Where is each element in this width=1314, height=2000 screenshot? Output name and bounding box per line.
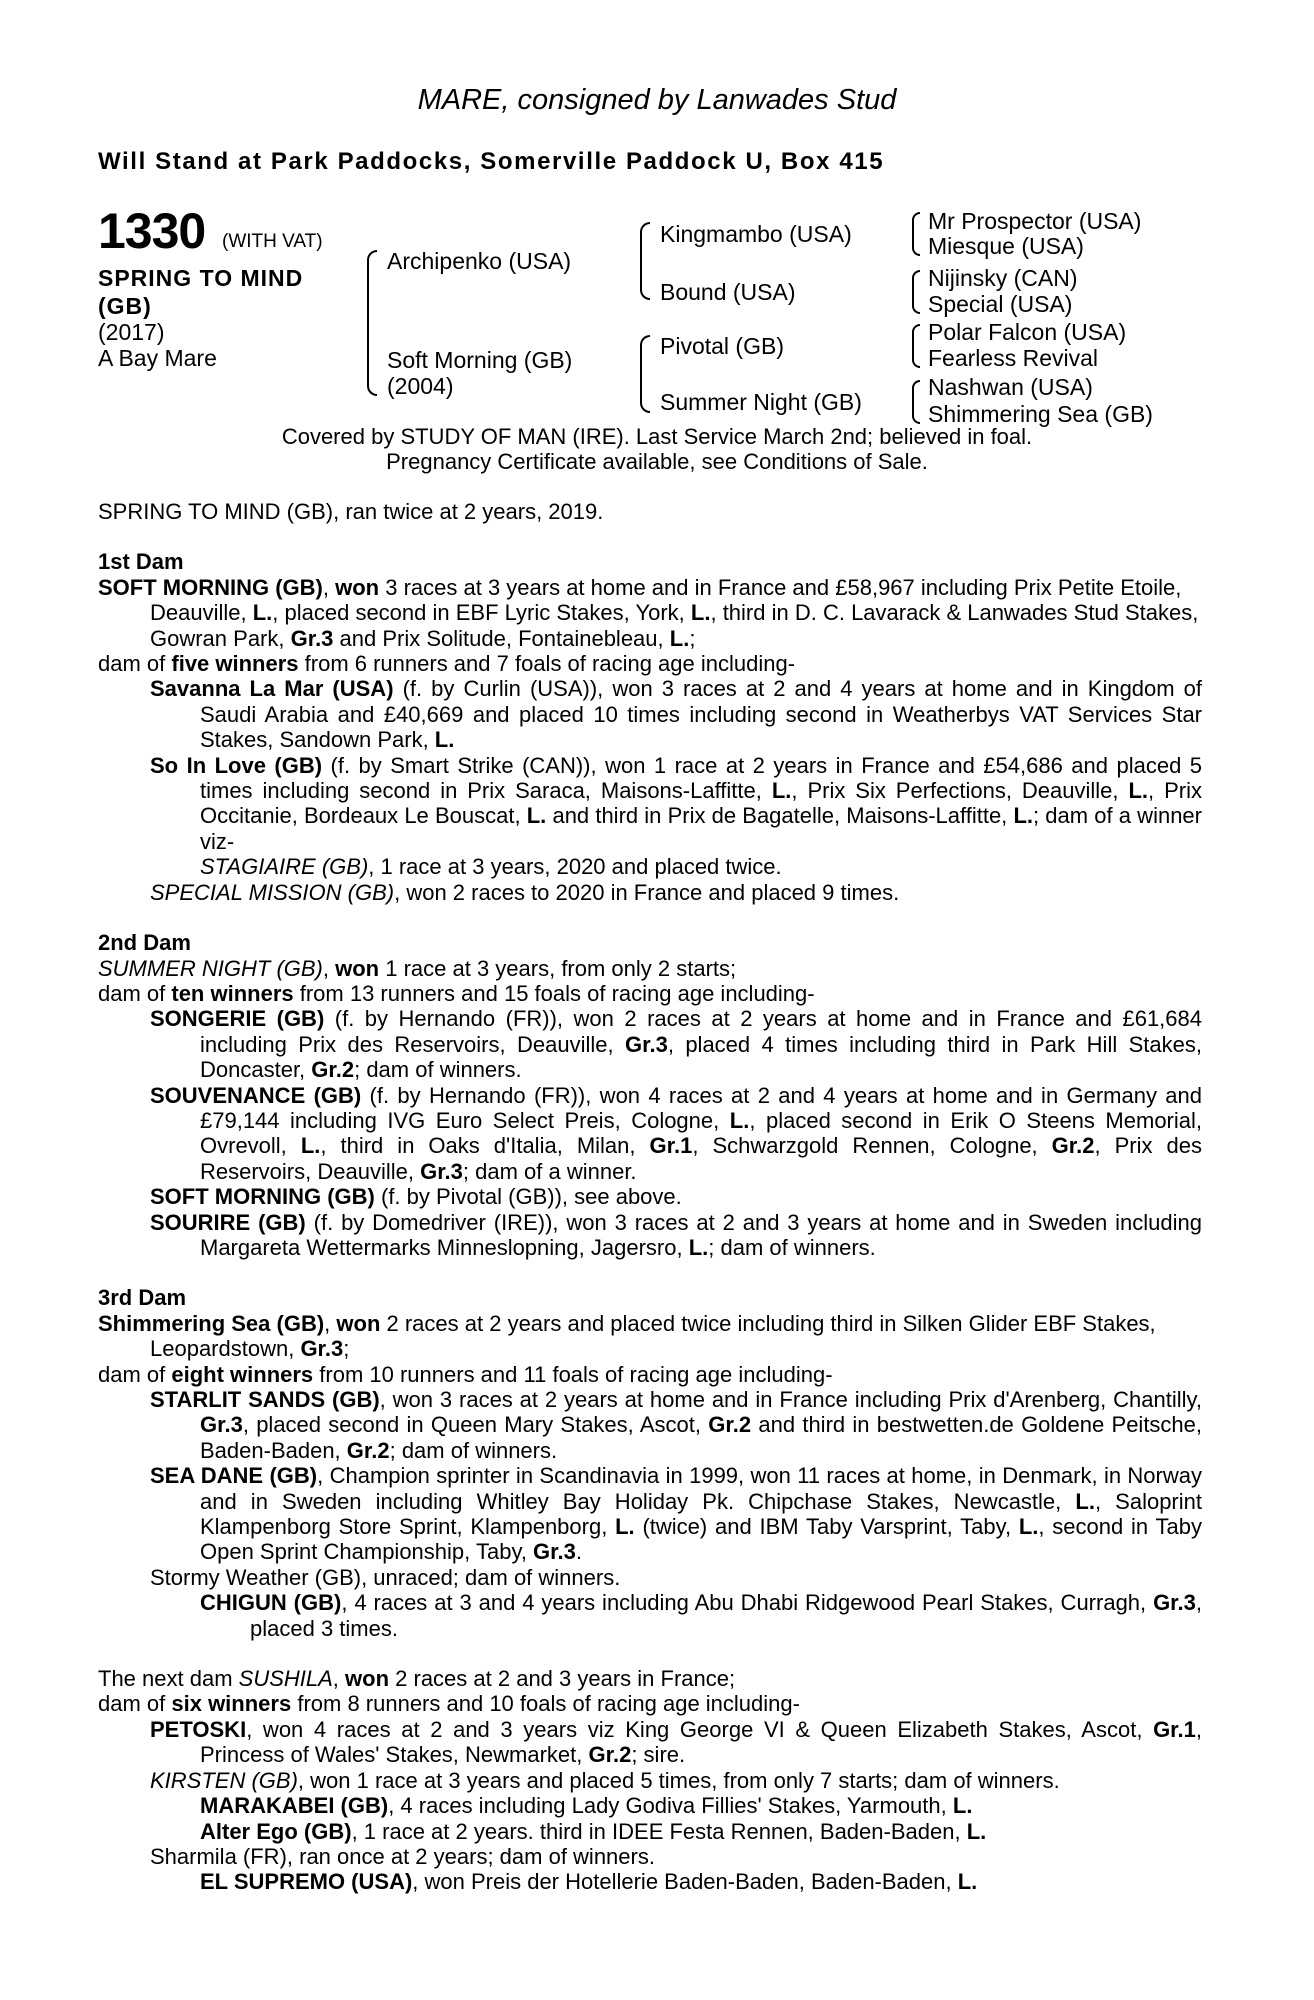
pedigree-brace-main xyxy=(367,250,377,396)
pedigree-brace-ggp2 xyxy=(912,270,920,314)
dam-record xyxy=(98,956,1202,981)
bold-text: Gr.3 xyxy=(300,1336,344,1362)
bold-text: Gr.1 xyxy=(649,1133,693,1159)
bold-text: L. xyxy=(1013,803,1034,829)
race-record-intro: SPRING TO MIND (GB), ran twice at 2 years, 2019. xyxy=(98,499,604,524)
pedigree-ggp: Mr Prospector (USA) xyxy=(928,208,1142,234)
bold-text: L. xyxy=(688,1234,709,1260)
pedigree-brace-ggp1 xyxy=(912,212,920,256)
text-run: 2 races at 2 years and placed twice including third in Silken Glider EBF Stakes, Leopardstown, xyxy=(150,1310,1156,1362)
produce-entry xyxy=(98,1819,1202,1844)
text-run: , xyxy=(322,955,336,981)
bold-text: Gr.2 xyxy=(346,1437,390,1463)
bold-text: EL SUPREMO (USA) xyxy=(200,1869,413,1895)
bold-text: L. xyxy=(729,1107,750,1133)
produce-entry xyxy=(98,676,1202,752)
text-run: , won 1 race at 3 years and placed 5 times, from only 7 starts; dam of winners. xyxy=(297,1767,1060,1793)
pedigree-sire: Archipenko (USA) xyxy=(387,248,572,274)
text-run: , Champion sprinter in Scandinavia in 1999, won 11 races at home, in Denmark, in Norway and in Sweden including Whitley Bay Holiday Pk. Chipchase Stakes, Newcastle, xyxy=(200,1463,1202,1514)
produce-list xyxy=(98,1387,1202,1641)
bold-text: Gr.3 xyxy=(290,625,334,651)
text-run: , xyxy=(324,1310,337,1336)
covering-note xyxy=(0,424,1314,474)
produce-entry xyxy=(98,1565,1202,1590)
text-run: , xyxy=(322,574,336,600)
bold-text: ten winners xyxy=(171,980,294,1006)
text-run: , won 3 races at 2 years at home and in France including Prix d'Arenberg, Chantilly, xyxy=(379,1387,1203,1412)
lot-number: 1330 xyxy=(98,203,206,259)
text-run: , won Preis der Hotellerie Baden-Baden, Baden-Baden, xyxy=(412,1869,958,1895)
text-run: . xyxy=(575,1539,582,1565)
bold-text: PETOSKI xyxy=(150,1716,247,1742)
dam-record xyxy=(98,1666,1202,1691)
produce-entry xyxy=(98,753,1202,855)
text-run: (f. by Pivotal (GB)), see above. xyxy=(374,1184,682,1210)
bold-text: So In Love (GB) xyxy=(150,752,323,778)
stand-location: Will Stand at Park Paddocks, Somerville Paddock U, Box 415 xyxy=(98,148,885,175)
bold-text: STARLIT SANDS (GB) xyxy=(150,1387,380,1412)
produce-entry xyxy=(98,1210,1202,1261)
italic-text: KIRSTEN (GB) xyxy=(150,1767,298,1793)
produce-entry xyxy=(98,1387,1202,1463)
pedigree-ggp: Shimmering Sea (GB) xyxy=(928,401,1153,427)
text-run: from 10 runners and 11 foals of racing age including- xyxy=(313,1361,833,1387)
pedigree-brace-dam xyxy=(640,335,650,413)
text-run: , Prix Six Perfections, Deauville, xyxy=(791,778,1129,804)
text-run: , 4 races including Lady Godiva Fillies' Stakes, Yarmouth, xyxy=(388,1793,953,1819)
text-run: (f. by Curlin (USA)), won 3 races at 2 and 4 years at home and in Kingdom of Saudi Arabia and £40,669 and placed 10 times including second in Weatherbys VAT Services Star Stakes, Sandown Park, xyxy=(200,676,1202,753)
section-heading: 3rd Dam xyxy=(98,1285,187,1311)
text-run: ; dam of winners. xyxy=(389,1437,558,1463)
bold-text: L. xyxy=(1075,1488,1095,1514)
bold-text: won xyxy=(336,1310,381,1336)
pedigree-brace-sire xyxy=(640,222,650,300)
pedigree-dam-sire: Pivotal (GB) xyxy=(660,333,784,359)
bold-text: MARAKABEI (GB) xyxy=(200,1793,389,1819)
next-dam-section xyxy=(98,1666,1202,1895)
pedigree-brace-ggp3 xyxy=(912,324,920,368)
text-run: ; dam of a winner viz- xyxy=(200,803,1202,854)
horse-description: A Bay Mare xyxy=(98,345,217,371)
pedigree-ggp: Nashwan (USA) xyxy=(928,374,1093,400)
produce-entry xyxy=(98,1184,1202,1209)
pregnancy-line: Pregnancy Certificate available, see Conditions of Sale. xyxy=(386,449,928,474)
produce-entry xyxy=(98,1590,1202,1641)
pedigree-brace-ggp4 xyxy=(912,380,920,424)
text-run: dam of xyxy=(98,1361,172,1387)
bold-text: Gr.3 xyxy=(1153,1590,1196,1616)
text-run: (twice) and IBM Taby Varsprint, Taby, xyxy=(634,1514,1019,1540)
produce-entry xyxy=(98,1768,1202,1793)
dam-record xyxy=(98,1311,1202,1362)
bold-text: SEA DANE (GB) xyxy=(150,1463,318,1489)
text-run: , placed 4 times including third in Park Hill Stakes, Doncaster, xyxy=(200,1031,1202,1083)
bold-text: Alter Ego (GB) xyxy=(200,1818,352,1844)
produce-entry xyxy=(98,1006,1202,1082)
pedigree-ggp: Polar Falcon (USA) xyxy=(928,319,1127,345)
text-run: , won 4 races at 2 and 3 years viz King George VI & Queen Elizabeth Stakes, Ascot, xyxy=(246,1716,1154,1742)
horse-name-line1: SPRING TO MIND xyxy=(98,265,304,291)
text-run: , Saloprint Klampenborg Store Sprint, Klampenborg, xyxy=(200,1488,1202,1540)
produce-entry xyxy=(98,1463,1202,1565)
text-run: The next dam xyxy=(98,1666,239,1692)
pedigree-ggp: Miesque (USA) xyxy=(928,233,1084,259)
section-heading: 2nd Dam xyxy=(98,930,191,956)
italic-text: SUMMER NIGHT (GB) xyxy=(98,955,323,981)
produce-summary xyxy=(98,981,1202,1006)
text-run: , Prix des Reservoirs, Deauville, xyxy=(200,1133,1202,1184)
text-run: (f. by Hernando (FR)), won 4 races at 2 and 4 years at home and in Germany and £79,144 including IVG Euro Select Preis, Cologne, xyxy=(200,1082,1203,1133)
bold-text: eight winners xyxy=(171,1361,314,1387)
bold-text: L. xyxy=(690,600,711,626)
text-run: and third in bestwetten.de Goldene Peitsche, Baden-Baden, xyxy=(200,1412,1203,1463)
bold-text: SOURIRE (GB) xyxy=(150,1209,306,1235)
bold-text: L. xyxy=(300,1133,321,1159)
text-run: dam of xyxy=(98,1691,172,1717)
bold-text: L. xyxy=(615,1514,635,1540)
text-run: from 13 runners and 15 foals of racing age including- xyxy=(293,980,815,1006)
horse-name-line2: (GB) xyxy=(98,293,152,319)
produce-summary xyxy=(98,1362,1202,1387)
pedigree-sire-dam: Bound (USA) xyxy=(660,279,796,305)
pedigree-sire-sire: Kingmambo (USA) xyxy=(660,221,852,247)
text-run: from 8 runners and 10 foals of racing age including- xyxy=(291,1691,800,1717)
text-run: , Prix Occitanie, Bordeaux Le Bouscat, xyxy=(200,778,1202,829)
pedigree-ggp: Fearless Revival xyxy=(928,345,1098,371)
bold-text: Gr.2 xyxy=(1051,1133,1095,1159)
text-run: , second in Taby Open Sprint Championship, Taby, xyxy=(200,1514,1202,1565)
bold-text: L. xyxy=(434,727,455,753)
bold-text: L. xyxy=(526,803,547,829)
text-run: , placed 3 times. xyxy=(250,1590,1202,1641)
bold-text: SOFT MORNING (GB) xyxy=(150,1184,375,1210)
text-run: , Schwarzgold Rennen, Cologne, xyxy=(692,1133,1052,1159)
horse-meta xyxy=(98,319,217,371)
bold-text: L. xyxy=(952,1793,973,1819)
italic-text: STAGIAIRE (GB) xyxy=(200,854,369,880)
bold-text: won xyxy=(345,1666,390,1692)
bold-text: L. xyxy=(966,1818,987,1844)
catalogue-header: MARE, consigned by Lanwades Stud xyxy=(417,84,897,116)
text-run: (f. by Domedriver (IRE)), won 3 races at 2 and 3 years at home and in Sweden including Margareta Wettermarks Minneslopning, Jagersro, xyxy=(200,1209,1203,1260)
third-dam-section xyxy=(98,1285,1202,1641)
bold-text: Gr.2 xyxy=(708,1412,752,1438)
bold-text: Gr.2 xyxy=(588,1742,632,1768)
bold-text: six winners xyxy=(171,1691,292,1717)
bold-text: SONGERIE (GB) xyxy=(150,1006,325,1032)
text-run: , Princess of Wales' Stakes, Newmarket, xyxy=(200,1716,1202,1768)
pedigree-ggp: Nijinsky (CAN) xyxy=(928,265,1078,291)
bold-text: Shimmering Sea (GB) xyxy=(98,1310,325,1336)
horse-name xyxy=(98,264,303,320)
produce-list xyxy=(98,1717,1202,1895)
catalogue-body xyxy=(98,499,1202,1895)
produce-list xyxy=(98,1006,1202,1260)
pedigree-dam-dam: Summer Night (GB) xyxy=(660,389,862,415)
text-run: , won 2 races to 2020 in France and placed 9 times. xyxy=(394,879,900,905)
text-run: (f. by Hernando (FR)), won 2 races at 2 years at home and in France and £61,684 including Prix des Reservoirs, Deauville, xyxy=(200,1006,1203,1057)
bold-text: won xyxy=(335,574,380,600)
produce-entry xyxy=(98,1869,1202,1894)
pedigree-ggp: Special (USA) xyxy=(928,291,1073,317)
bold-text: SOFT MORNING (GB) xyxy=(98,574,323,600)
section-heading: 1st Dam xyxy=(98,549,184,575)
text-run: 1 race at 3 years, from only 2 starts; xyxy=(379,955,737,981)
text-run: , xyxy=(332,1666,346,1692)
bold-text: Gr.3 xyxy=(625,1031,668,1057)
text-run: , third in Oaks d'Italia, Milan, xyxy=(320,1133,650,1159)
text-run: and Prix Solitude, Fontainebleau, xyxy=(333,625,670,651)
bold-text: SOUVENANCE (GB) xyxy=(150,1082,362,1108)
produce-list xyxy=(98,676,1202,905)
pedigree-dam-year: (2004) xyxy=(387,373,454,399)
text-run: dam of xyxy=(98,651,172,677)
bold-text: L. xyxy=(771,778,792,804)
produce-entry xyxy=(98,1083,1202,1185)
second-dam-section xyxy=(98,930,1202,1260)
produce-entry xyxy=(98,1844,1202,1869)
text-run: Stormy Weather (GB), unraced; dam of winners. xyxy=(150,1564,621,1590)
bold-text: L. xyxy=(669,625,690,651)
bold-text: Savanna La Mar (USA) xyxy=(150,676,394,702)
dam-record xyxy=(98,575,1202,651)
bold-text: Gr.2 xyxy=(311,1057,355,1083)
bold-text: L. xyxy=(1128,778,1149,804)
first-dam-section xyxy=(98,549,1202,905)
bold-text: five winners xyxy=(171,651,299,677)
produce-summary xyxy=(98,651,1202,676)
text-run: , placed second in EBF Lyric Stakes, York, xyxy=(272,600,691,626)
text-run: 3 races at 3 years at home and in France and £58,967 including Prix Petite Etoile, Deauville, xyxy=(150,574,1182,626)
text-run: ; dam of winners. xyxy=(708,1234,876,1260)
text-run: Sharmila (FR), ran once at 2 years; dam of winners. xyxy=(150,1843,655,1869)
produce-entry xyxy=(98,880,1202,905)
text-run: and third in Prix de Bagatelle, Maisons-Laffitte, xyxy=(546,803,1014,829)
text-run: , placed second in Queen Mary Stakes, Ascot, xyxy=(242,1412,709,1438)
text-run: ; sire. xyxy=(631,1742,686,1768)
covering-line: Covered by STUDY OF MAN (IRE). Last Service March 2nd; believed in foal. xyxy=(281,424,1033,449)
text-run: , 1 race at 2 years. third in IDEE Festa Rennen, Baden-Baden, xyxy=(351,1818,967,1844)
text-run: , 1 race at 3 years, 2020 and placed twice. xyxy=(368,854,782,880)
bold-text: Gr.3 xyxy=(533,1539,576,1565)
bold-text: Gr.3 xyxy=(200,1412,243,1438)
produce-entry xyxy=(98,1717,1202,1768)
pedigree-dam: Soft Morning (GB) xyxy=(387,347,573,373)
bold-text: CHIGUN (GB) xyxy=(200,1590,342,1616)
text-run: 2 races at 2 and 3 years in France; xyxy=(389,1666,736,1692)
text-run: , third in D. C. Lavarack & Lanwades Stud Stakes, Gowran Park, xyxy=(150,600,1199,651)
text-run: ; dam of winners. xyxy=(354,1057,522,1083)
produce-entry xyxy=(98,854,1202,879)
bold-text: Gr.1 xyxy=(1153,1716,1196,1742)
bold-text: won xyxy=(335,955,380,981)
bold-text: L. xyxy=(957,1869,978,1895)
vat-note: (WITH VAT) xyxy=(222,231,323,252)
text-run: ; dam of a winner. xyxy=(462,1158,637,1184)
bold-text: Gr.3 xyxy=(420,1158,463,1184)
produce-summary xyxy=(98,1691,1202,1716)
bold-text: L. xyxy=(1018,1514,1039,1540)
text-run: (f. by Smart Strike (CAN)), won 1 race at 2 years in France and £54,686 and placed 5 times including second in Prix Saraca, Maisons-Laffitte, xyxy=(200,752,1203,804)
bold-text: L. xyxy=(252,600,273,626)
foaling-year: (2017) xyxy=(98,319,165,345)
text-run: dam of xyxy=(98,980,172,1006)
text-run: ; xyxy=(343,1336,350,1362)
text-run: , 4 races at 3 and 4 years including Abu Dhabi Ridgewood Pearl Stakes, Curragh, xyxy=(341,1590,1154,1616)
text-run: ; xyxy=(689,625,696,651)
produce-entry xyxy=(98,1793,1202,1818)
text-run: , placed second in Erik O Steens Memorial, Ovrevoll, xyxy=(200,1107,1203,1159)
text-run: from 6 runners and 7 foals of racing age including- xyxy=(298,651,796,677)
italic-text: SUSHILA xyxy=(238,1666,333,1692)
italic-text: SPECIAL MISSION (GB) xyxy=(150,879,395,905)
